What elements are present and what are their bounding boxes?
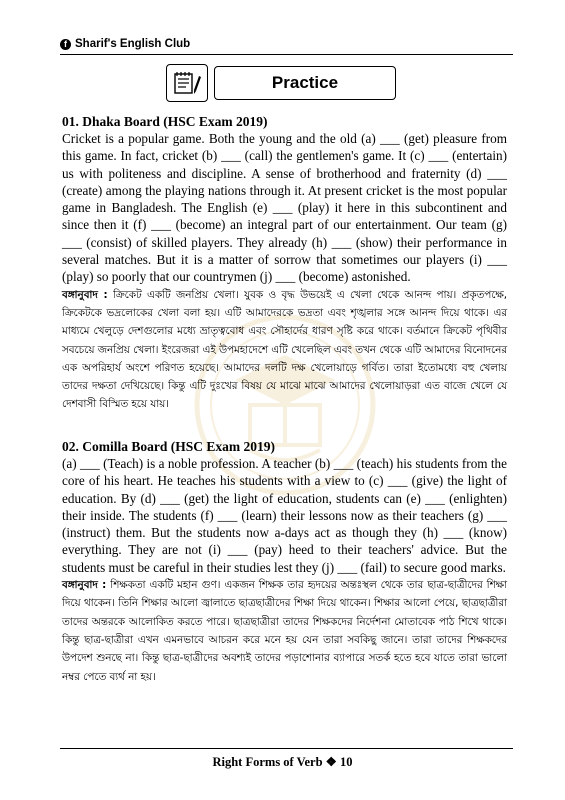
section-dhaka-board — [62, 113, 507, 414]
translation-text: শিক্ষকতা একটি মহান গুণ। একজন শিক্ষক তার হৃদয়ের অন্তঃস্থল থেকে তার ছাত্র-ছাত্রীদের শিক্ষা দিয়ে থাকেন। তিনি শিক্ষার আলো জ্বালাতে ছাত্রছাত্রীদের শিক্ষা দিয়ে থাকেন। শিক্ষার আলো পেয়ে, ছাত্রছাত্রীরা তাদের অন্তরকে আলোকিত করতে পারে। ছাত্রছাত্রীরা তাদের শিক্ষকদের নির্দেশনা মোতাবেক পাঠ শিখে থাকে। কিন্তু ছাত্র-ছাত্রীরা এখন এমনভাবে আচরন করে মনে হয় যেন তারা সবকিছু জানে। তারা তাদের শিক্ষকদের উপদেশ শুনছে না। কিন্তু ছাত্র-ছাত্রীদের অবশ্যই তাদের পড়াশোনার ব্যাপারে সতর্ক হতে হবে যাতে তারা ভালো নম্বর পেতে ব্যর্থ না হয়। — [62, 579, 507, 683]
practice-title: Practice — [214, 66, 396, 100]
footer-divider — [60, 748, 513, 749]
bangla-translation — [62, 286, 507, 414]
practice-heading — [166, 64, 396, 102]
page-footer: Right Forms of Verb ❖ 10 — [212, 755, 353, 769]
translation-label: বঙ্গানুবাদ : — [62, 579, 107, 592]
club-name: Sharif's English Club — [75, 38, 191, 50]
header-divider — [60, 54, 513, 55]
translation-label: বঙ্গানুবাদ : — [62, 288, 108, 301]
exercise-paragraph: Cricket is a popular game. Both the young and the old (a) ___ (get) pleasure from this game. In fact, cricket (b) ___ (call) the gentlemen's game. It (c) ___ (entertain) us with politeness and discipline. A sense of brotherhood and fraternity (d) ___ (create) among the playing nations through it. At present cricket is the most popular game in Bangladesh. The English (e) ___ (play) it here in this subcontinent and since then it (f) ___ (become) an integral part of our entertainment. Our team (g) ___ (consist) of skilled players. They already (h) ___ (show) their performance in several matches. But it is a matter of sorrow that sometimes our players (i) ___ (play) so poorly that our countrymen (j) ___ (become) astonished. — [62, 131, 507, 285]
section-title: 01. Dhaka Board (HSC Exam 2019) — [62, 114, 268, 129]
section-comilla-board — [62, 438, 507, 686]
translation-text: ক্রিকেট একটি জনপ্রিয় খেলা। যুবক ও বৃদ্ধ উভয়েই এ খেলা থেকে আনন্দ পায়। প্রকৃতপক্ষে, ক্রিকেটকে ভদ্রলোকের খেলা বলা হয়। এটি আমাদেরকে ভদ্রতা এবং শৃঙ্খলার সঙ্গে আনন্দ দিয়ে থাকে। এর মাধ্যমে খেলুড়ে দেশগুলোর মধ্যে ভ্রাতৃত্ববোধ এবং সৌহার্দের ধারণ সৃষ্টি করে থাকে। বর্তমানে ক্রিকেট পৃথিবীর সবচেয়ে জনপ্রিয় খেলা। ইংরেজরা এই উপমহাদেশে এটি খেলেছিল এবং তখন থেকে এটি আমাদের বিনোদনের এক অপরিহার্য অংশে পরিণত হয়েছে। আমাদের দলটি দক্ষ খেলোয়াড়ে গর্বিত। তারা ইতোমধ্যে বহু খেলায় তাদের দক্ষতা দেখিয়েছে। কিন্তু এটি দুঃখের বিষয় যে মাঝে মাঝে আমাদের খেলোয়াড়রা এত বাজে খেলে যে দেশবাসী বিস্মিত হয়ে যায়। — [62, 288, 507, 411]
facebook-icon: f — [60, 39, 71, 50]
notepad-pencil-icon — [166, 64, 208, 102]
bangla-translation — [62, 576, 507, 686]
exercise-paragraph: (a) ___ (Teach) is a noble profession. A teacher (b) ___ (teach) his students from the core of his heart. He teaches his students with a view to (c) ___ (give) the light of education. By (d) ___ (get) the light of education, students can (e) ___ (enlighten) their inside. The students (f) ___ (learn) their lessons now as their teachers (g) ___ (instruct) them. But the students now a-days act as though they (h) ___ (know) everything. They are not (i) ___ (pay) heed to their teachers' advice. But the students must be careful in their studies lest they (j) ___ (fail) to secure good marks. — [62, 456, 507, 575]
section-title: 02. Comilla Board (HSC Exam 2019) — [62, 439, 276, 454]
header — [60, 38, 190, 50]
